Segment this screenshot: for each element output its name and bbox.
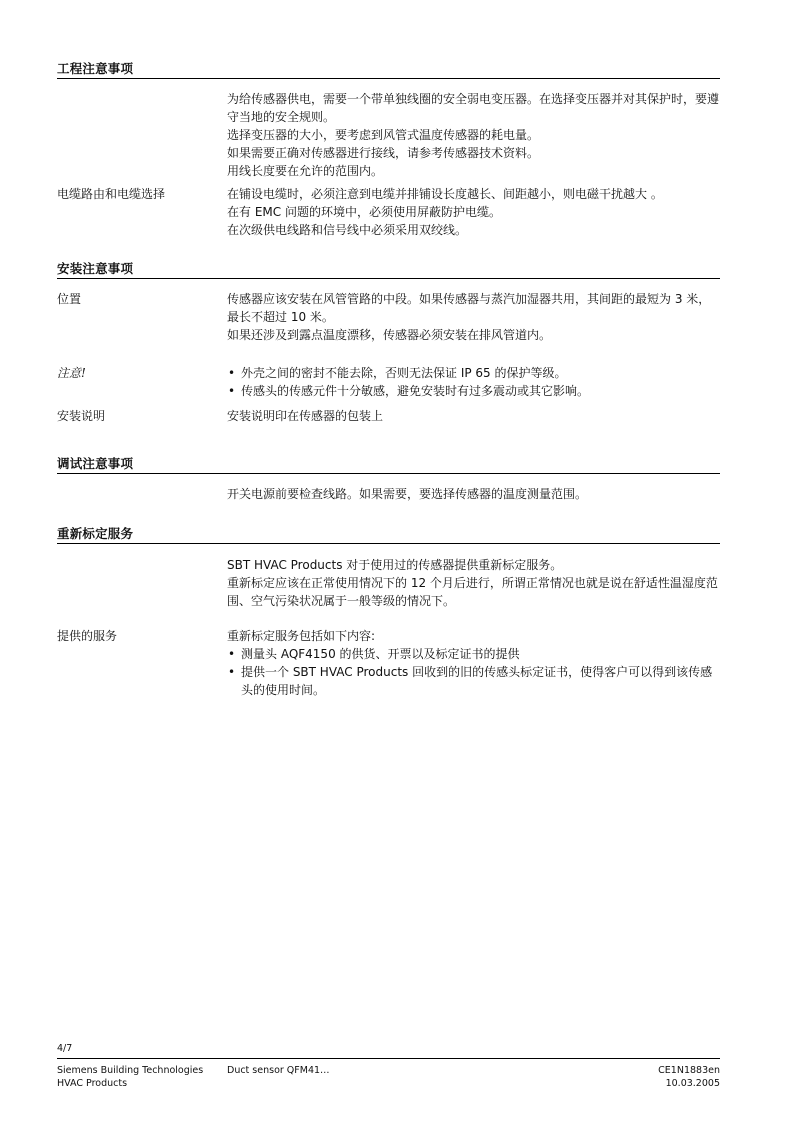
services-list xyxy=(227,645,719,699)
list-item: • 测量头 AQF4150 的供货、开票以及标定证书的提供 xyxy=(227,645,719,663)
note-list xyxy=(227,364,719,400)
paragraph: 重新标定服务包括如下内容: xyxy=(227,629,376,643)
paragraph: 如果还涉及到露点温度漂移，传感器必须安装在排风管道内。 xyxy=(227,328,552,342)
note-body xyxy=(227,364,719,400)
paragraph: 如果需要正确对传感器进行接线，请参考传感器技术资料。 xyxy=(227,146,540,160)
paragraph: SBT HVAC Products 对于使用过的传感器提供重新标定服务。 xyxy=(227,558,563,572)
section-rule xyxy=(57,278,720,279)
company-line-1: Siemens Building Technologies xyxy=(57,1065,204,1076)
footer-rule xyxy=(57,1058,720,1059)
position-body xyxy=(227,290,719,344)
section-rule xyxy=(57,543,720,544)
paragraph: 重新标定应该在正常使用情况下的 12 个月后进行，所谓正常情况也就是说在舒适性温湿度范围、空气污染状况属于一般等级的情况下。 xyxy=(227,576,718,608)
engineering-body xyxy=(227,90,719,180)
instructions-label: 安装说明 xyxy=(57,409,106,423)
instructions-body: 安装说明印在传感器的包装上 xyxy=(227,409,384,423)
cable-body xyxy=(227,185,719,239)
cable-label: 电缆路由和电缆选择 xyxy=(57,187,166,201)
section-heading-recalibration: 重新标定服务 xyxy=(57,526,134,541)
paragraph: 为给传感器供电，需要一个带单独线圈的安全弱电变压器。在选择变压器并对其保护时，要遵守当地的安全规则。 xyxy=(227,92,720,124)
position-label: 位置 xyxy=(57,292,82,306)
section-rule xyxy=(57,473,720,474)
doc-code: CE1N1883en xyxy=(658,1065,720,1076)
company-line-2: HVAC Products xyxy=(57,1078,128,1089)
section-heading-engineering: 工程注意事项 xyxy=(57,61,134,76)
section-heading-commissioning: 调试注意事项 xyxy=(57,456,134,471)
section-heading-installation: 安装注意事项 xyxy=(57,261,134,276)
recalibration-body xyxy=(227,556,719,610)
paragraph: 在铺设电缆时，必须注意到电缆并排铺设长度越长、间距越小，则电磁干扰越大 。 xyxy=(227,187,663,201)
list-item: • 外壳之间的密封不能去除，否则无法保证 IP 65 的保护等级。 xyxy=(227,364,719,382)
paragraph: 用线长度要在允许的范围内。 xyxy=(227,164,384,178)
section-rule xyxy=(57,78,720,79)
doc-date: 10.03.2005 xyxy=(665,1078,720,1089)
commissioning-body: 开关电源前要检查线路。如果需要，要选择传感器的温度测量范围。 xyxy=(227,487,588,501)
paragraph: 在有 EMC 问题的环境中，必须使用屏蔽防护电缆。 xyxy=(227,205,501,219)
page-number: 4/7 xyxy=(57,1043,73,1054)
list-item: • 传感头的传感元件十分敏感，避免安装时有过多震动或其它影响。 xyxy=(227,382,719,400)
footer-doc-info xyxy=(658,1064,720,1090)
note-label: 注意! xyxy=(57,366,86,380)
paragraph: 选择变压器的大小，要考虑到风管式温度传感器的耗电量。 xyxy=(227,128,540,142)
list-item: • 提供一个 SBT HVAC Products 回收到的旧的传感头标定证书，使得客户可以得到该传感头的使用时间。 xyxy=(227,663,719,699)
paragraph: 传感器应该安装在风管管路的中段。如果传感器与蒸汽加湿器共用，其间距的最短为 3 米，最长不超过 10 米。 xyxy=(227,292,711,324)
footer-company xyxy=(57,1064,203,1090)
services-label: 提供的服务 xyxy=(57,629,118,643)
services-body xyxy=(227,627,719,699)
footer-doc-title: Duct sensor QFM41… xyxy=(227,1065,330,1076)
paragraph: 在次级供电线路和信号线中必须采用双绞线。 xyxy=(227,223,468,237)
